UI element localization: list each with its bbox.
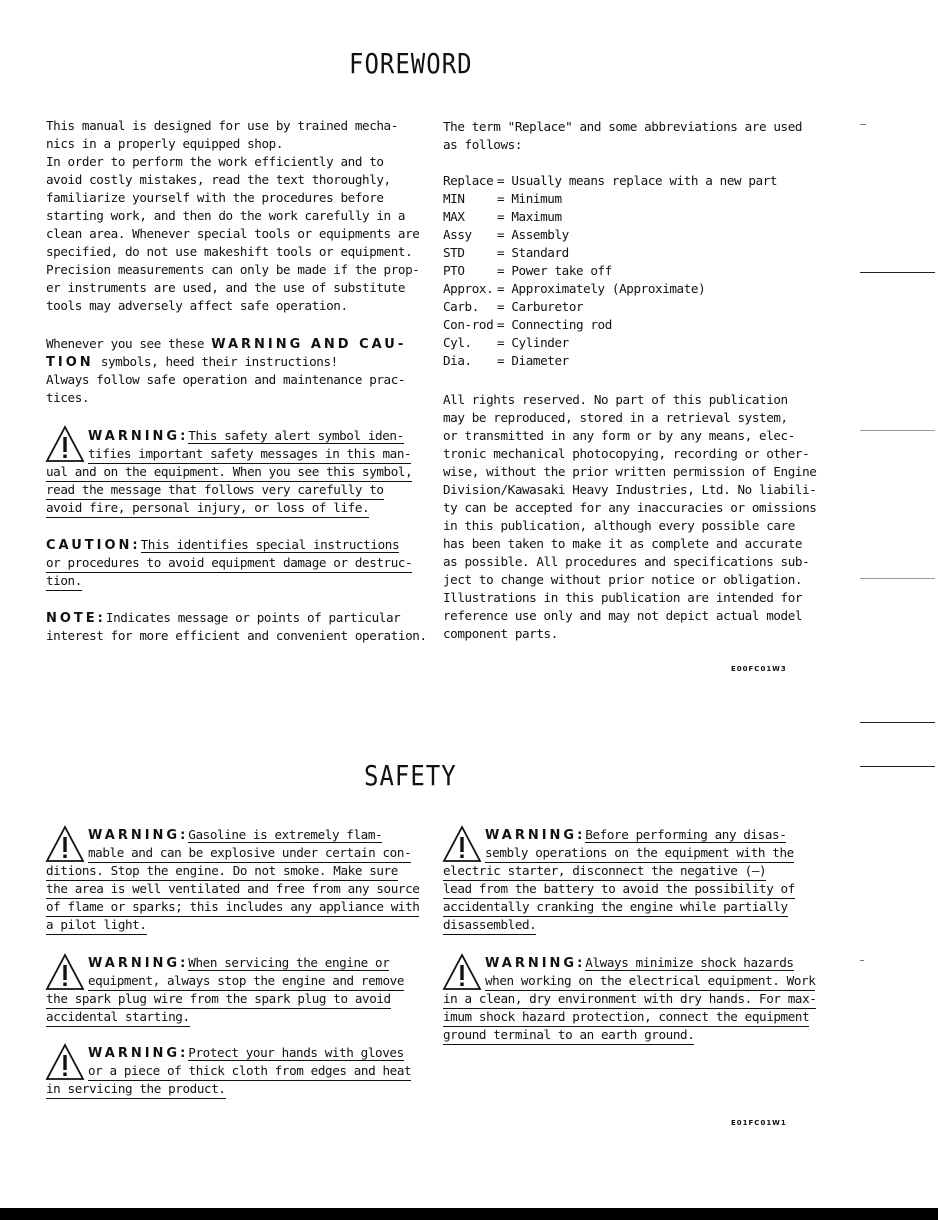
text-line: tifies important safety messages in this man-: [88, 445, 411, 464]
text-line: imum shock hazard protection, connect the equipment: [443, 1008, 809, 1027]
abbr-value: = Assembly: [497, 227, 569, 242]
text-line: ual and on the equipment. When you see this symbol,: [46, 463, 412, 482]
text-line: when working on the electrical equipment. Work: [485, 972, 815, 991]
caution-keyword: CAUTION:: [46, 538, 141, 553]
abbr-value: = Minimum: [497, 191, 562, 206]
text: symbols, heed their instructions!: [93, 354, 338, 369]
text-line: This manual is designed for use by trained mecha-: [46, 118, 398, 133]
keyword: WARNING AND CAU-: [211, 337, 407, 352]
text-line: Division/Kawasaki Heavy Industries, Ltd. No liabili-: [443, 482, 817, 497]
scan-mark: [860, 766, 935, 767]
text-line: accidentally cranking the engine while partially: [443, 898, 788, 917]
foreword-title: FOREWORD: [349, 47, 473, 81]
warning-keyword: WARNING:: [485, 828, 586, 843]
text-line: er instruments are used, and the use of substitute: [46, 280, 406, 295]
text-line: Illustrations in this publication are intended for: [443, 590, 803, 605]
text-line: read the message that follows very carefully to: [46, 481, 384, 500]
text: Whenever you see these: [46, 336, 212, 351]
text-line: a pilot light.: [46, 916, 147, 935]
scan-mark: [860, 722, 935, 723]
text-line: the spark plug wire from the spark plug to avoid: [46, 990, 391, 1009]
scan-mark: [860, 272, 935, 273]
warning-triangle-icon: [45, 1042, 85, 1082]
warning-triangle-icon: [442, 824, 482, 864]
text-line: the area is well ventilated and free from any source: [46, 880, 419, 899]
warning-keyword: WARNING:: [485, 956, 586, 971]
text-line: ject to change without prior notice or obligation.: [443, 572, 803, 587]
text-line: ty can be accepted for any inaccuracies or omissions: [443, 500, 817, 515]
abbr-value: = Power take off: [497, 263, 612, 278]
text-line: Always follow safe operation and maintenance prac-: [46, 372, 406, 387]
text-line: or procedures to avoid equipment damage or destruc-: [46, 554, 412, 573]
abbr-key: Carb.: [443, 299, 479, 314]
text-line: electric starter, disconnect the negative (—): [443, 862, 766, 881]
text-line: avoid fire, personal injury, or loss of life.: [46, 499, 369, 518]
text-line: All rights reserved. No part of this publication: [443, 392, 788, 407]
text-line: or a piece of thick cloth from edges and heat: [88, 1062, 411, 1081]
warning-keyword: WARNING:: [88, 1046, 189, 1061]
scan-mark: [860, 430, 935, 431]
symbols-line-1: [46, 335, 406, 354]
note-keyword: NOTE:: [46, 611, 106, 626]
text-line: mable and can be explosive under certain con-: [88, 844, 411, 863]
text-line: The term "Replace" and some abbreviations are used: [443, 119, 803, 134]
text: This identifies special instructions: [140, 537, 400, 552]
text-line: tion.: [46, 572, 82, 591]
warning-triangle-icon: [45, 952, 85, 992]
scan-mark: [860, 124, 866, 125]
text: Indicates message or points of particular: [105, 610, 401, 625]
text-line: ground terminal to an earth ground.: [443, 1026, 694, 1045]
keyword: TION: [46, 355, 94, 370]
document-code: E00FC01W3: [731, 665, 787, 673]
text-line: ditions. Stop the engine. Do not smoke. Make sure: [46, 862, 398, 881]
scan-bottom-edge: [0, 1208, 938, 1220]
text-line: clean area. Whenever special tools or equipments are: [46, 226, 420, 241]
safety-title: SAFETY: [364, 759, 457, 793]
text-line: tools may adversely affect safe operation.: [46, 298, 348, 313]
symbols-line-2: [46, 353, 338, 372]
abbr-key: Assy: [443, 227, 472, 242]
text-line: avoid costly mistakes, read the text thoroughly,: [46, 172, 391, 187]
abbr-value: = Diameter: [497, 353, 569, 368]
text-line: as possible. All procedures and specifications sub-: [443, 554, 810, 569]
text-line: Precision measurements can only be made if the prop-: [46, 262, 420, 277]
text-line: as follows:: [443, 137, 523, 152]
text-line: equipment, always stop the engine and remove: [88, 972, 404, 991]
document-code: E01FC01W1: [731, 1119, 787, 1127]
warning-triangle-icon: [442, 952, 482, 992]
text-line: of flame or sparks; this includes any appliance with: [46, 898, 419, 917]
text-line: tronic mechanical photocopying, recording or other-: [443, 446, 810, 461]
text-line: component parts.: [443, 626, 558, 641]
abbr-key: Con-rod: [443, 317, 494, 332]
abbr-key: PTO: [443, 263, 465, 278]
text-line: sembly operations on the equipment with the: [485, 844, 794, 863]
text: Before performing any disas-: [585, 827, 787, 842]
scan-mark: [860, 578, 935, 579]
abbr-key: Dia.: [443, 353, 472, 368]
text: When servicing the engine or: [188, 955, 390, 970]
text-line: disassembled.: [443, 916, 536, 935]
text-line: may be reproduced, stored in a retrieval system,: [443, 410, 788, 425]
text: Protect your hands with gloves: [188, 1045, 404, 1060]
abbr-key: Cyl.: [443, 335, 472, 350]
text-line: has been taken to make it as complete and accurate: [443, 536, 803, 551]
text-line: lead from the battery to avoid the possibility of: [443, 880, 795, 899]
abbr-value: = Connecting rod: [497, 317, 612, 332]
text-line: specified, do not use makeshift tools or equipment.: [46, 244, 413, 259]
warning-triangle-icon: [45, 424, 85, 464]
text: Always minimize shock hazards: [585, 955, 794, 970]
text-line: tices.: [46, 390, 90, 405]
text-line: or transmitted in any form or by any means, elec-: [443, 428, 795, 443]
abbr-key: STD: [443, 245, 465, 260]
text-line: starting work, and then do the work carefully in a: [46, 208, 406, 223]
text-line: interest for more efficient and convenient operation.: [46, 628, 427, 643]
abbr-key: Replace: [443, 173, 494, 188]
warning-keyword: WARNING:: [88, 828, 189, 843]
warning-triangle-icon: [45, 824, 85, 864]
abbr-value: = Cylinder: [497, 335, 569, 350]
text-line: nics in a properly equipped shop.: [46, 136, 284, 151]
text-line: familiarize yourself with the procedures before: [46, 190, 384, 205]
scan-mark: [860, 960, 864, 961]
text-line: reference use only and may not depict actual model: [443, 608, 803, 623]
abbr-key: MAX: [443, 209, 465, 224]
text: This safety alert symbol iden-: [188, 428, 404, 443]
warning-keyword: WARNING:: [88, 429, 189, 444]
warning-keyword: WARNING:: [88, 956, 189, 971]
abbr-value: = Carburetor: [497, 299, 584, 314]
text-line: in this publication, although every possible care: [443, 518, 795, 533]
text-line: wise, without the prior written permission of Engine: [443, 464, 817, 479]
abbr-value: = Maximum: [497, 209, 562, 224]
abbr-key: Approx.: [443, 281, 494, 296]
text-line: in a clean, dry environment with dry hands. For max-: [443, 990, 816, 1009]
text-line: In order to perform the work efficiently and to: [46, 154, 384, 169]
text-line: in servicing the product.: [46, 1080, 226, 1099]
abbr-value: = Usually means replace with a new part: [497, 173, 778, 188]
abbr-value: = Approximately (Approximate): [497, 281, 706, 296]
abbr-key: MIN: [443, 191, 465, 206]
text: Gasoline is extremely flam-: [188, 827, 383, 842]
abbr-value: = Standard: [497, 245, 569, 260]
text-line: accidental starting.: [46, 1008, 190, 1027]
